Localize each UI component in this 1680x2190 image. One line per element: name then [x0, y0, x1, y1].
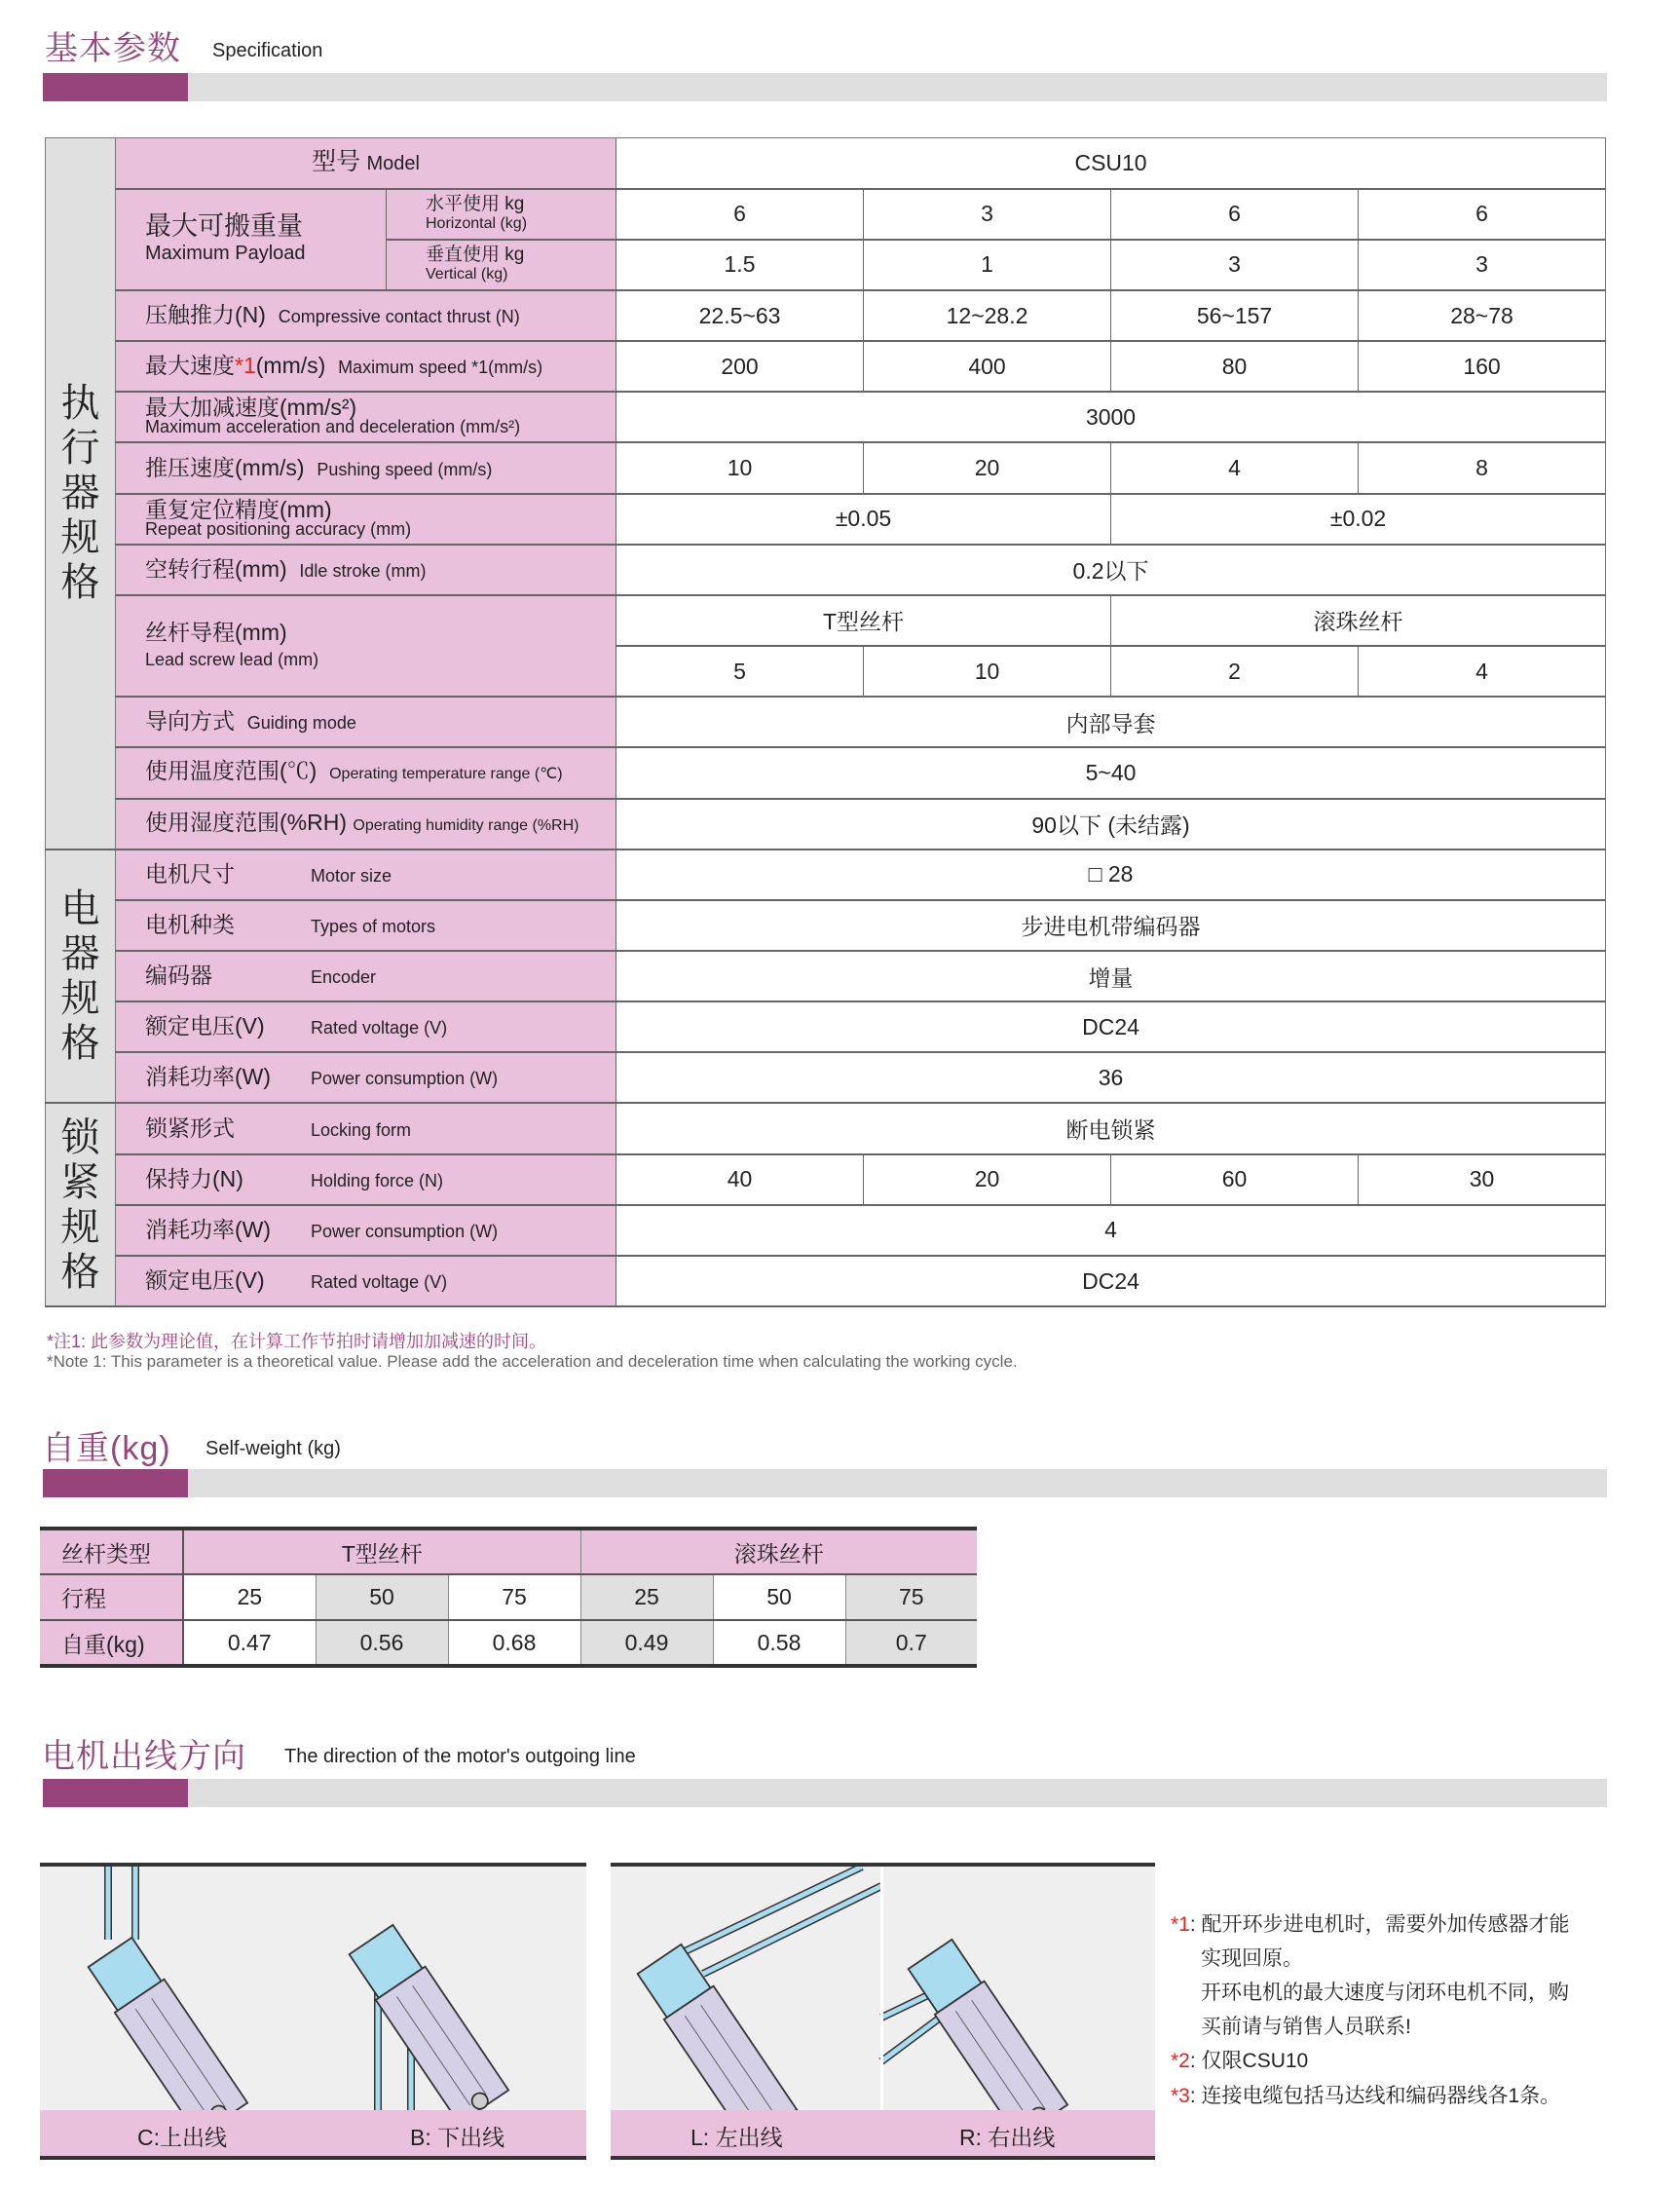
- table-row-lead-type: [46, 595, 1606, 646]
- cell: 8: [1359, 442, 1606, 493]
- cell: 5~40: [616, 747, 1606, 798]
- table-row-lock-voltage: [46, 1256, 1606, 1306]
- section-bar-accent: [43, 1469, 188, 1497]
- motor-type-label: 电机种类 Types of motors: [116, 900, 616, 951]
- cell: □ 28: [616, 850, 1606, 900]
- cell: 1.5: [616, 240, 864, 290]
- idle-label: 空转行程(mm) Idle stroke (mm): [116, 545, 616, 595]
- lead-label: 丝杆导程(mm) Lead screw lead (mm): [116, 595, 616, 697]
- cell: 0.2以下: [616, 545, 1606, 595]
- cell: 6: [1359, 189, 1606, 240]
- accel-label: 最大加减速度(mm/s²) Maximum acceleration and deceleration (mm/s²): [116, 392, 616, 442]
- cell: 4: [1359, 646, 1606, 697]
- cell: 20: [864, 1154, 1111, 1205]
- holding-label: 保持力(N) Holding force (N): [116, 1154, 616, 1205]
- table-row-repeat: [46, 494, 1606, 545]
- table-row-encoder: [46, 951, 1606, 1001]
- direction-label-band: [611, 2110, 1155, 2156]
- cell: 80: [1111, 341, 1359, 392]
- direction-label-right: R: 右出线: [959, 2125, 1056, 2150]
- section-title-weight: 自重(kg): [42, 1430, 171, 1467]
- model-label: 型号 Model: [116, 138, 616, 189]
- encoder-label: 编码器 Encoder: [116, 951, 616, 1001]
- weight-row-weight: [40, 1620, 977, 1666]
- cell: 0.56: [316, 1620, 448, 1666]
- cell: 2: [1111, 646, 1359, 697]
- rated-voltage-label: 额定电压(V) Rated voltage (V): [116, 1001, 616, 1052]
- push-label: 推压速度(mm/s) Pushing speed (mm/s): [116, 442, 616, 493]
- section-subtitle-direction: The direction of the motor's outgoing line: [284, 1746, 636, 1767]
- section-subtitle-weight: Self-weight (kg): [205, 1438, 341, 1459]
- section-bar-accent: [43, 1779, 188, 1807]
- repeat-label: 重复定位精度(mm) Repeat positioning accuracy (mm): [116, 494, 616, 545]
- table-row-humidity: [46, 799, 1606, 850]
- cell: T型丝杆: [616, 595, 1111, 646]
- cell: 25: [183, 1574, 316, 1620]
- weight-row-type: [40, 1529, 977, 1574]
- cell: 28~78: [1359, 290, 1606, 341]
- cell: 400: [864, 341, 1111, 392]
- category-electrical: 电器规格: [46, 850, 116, 1104]
- cell: 12~28.2: [864, 290, 1111, 341]
- cell: DC24: [616, 1256, 1606, 1306]
- section-bar-accent: [43, 73, 188, 101]
- cell: 3: [864, 189, 1111, 240]
- table-row-lock-form: [46, 1103, 1606, 1153]
- direction-label-bottom: B: 下出线: [410, 2125, 505, 2150]
- cell: 5: [616, 646, 864, 697]
- cell: 3: [1359, 240, 1606, 290]
- motor-size-label: 电机尺寸 Motor size: [116, 850, 616, 900]
- cell: 滚珠丝杆: [580, 1529, 977, 1574]
- lock-form-label: 锁紧形式 Locking form: [116, 1103, 616, 1153]
- actuator-illustration: [40, 1867, 586, 2118]
- section-title-spec: 基本参数: [45, 30, 181, 67]
- cell: 36: [616, 1052, 1606, 1103]
- payload-label: 最大可搬重量 Maximum Payload: [116, 189, 387, 290]
- note-en: *Note 1: This parameter is a theoretical value. Please add the acceleration and deceleration time when calculating the working cycle.: [47, 1352, 1018, 1371]
- direction-label-left: L: 左出线: [691, 2125, 783, 2150]
- table-row-motor-type: [46, 900, 1606, 951]
- table-row-holding: [46, 1154, 1606, 1205]
- table-row-model: [46, 138, 1606, 189]
- table-row-push: [46, 442, 1606, 493]
- table-row-temp: [46, 747, 1606, 798]
- payload-horizontal-label: 水平使用 kg Horizontal (kg): [387, 189, 616, 240]
- humidity-label: 使用湿度范围(%RH) Operating humidity range (%RH): [116, 799, 616, 850]
- table-row-idle: [46, 545, 1606, 595]
- cell: 4: [616, 1205, 1606, 1256]
- cell: 200: [616, 341, 864, 392]
- cell: 30: [1359, 1154, 1606, 1205]
- cell: 0.68: [448, 1620, 580, 1666]
- weight-table: [40, 1527, 977, 1668]
- temp-label: 使用温度范围(℃) Operating temperature range (℃): [116, 747, 616, 798]
- cell: 0.49: [580, 1620, 713, 1666]
- section-bar: [188, 1779, 1607, 1807]
- cell: 3: [1111, 240, 1359, 290]
- speed-label: 最大速度*1(mm/s) Maximum speed *1(mm/s): [116, 341, 616, 392]
- cell: 60: [1111, 1154, 1359, 1205]
- power-label: 消耗功率(W) Power consumption (W): [116, 1052, 616, 1103]
- cell: ±0.02: [1111, 494, 1606, 545]
- cell: DC24: [616, 1001, 1606, 1052]
- cell: 75: [448, 1574, 580, 1620]
- cell: 10: [864, 646, 1111, 697]
- direction-panel-vertical: [40, 1863, 586, 2160]
- table-row-power: [46, 1052, 1606, 1103]
- cell: 75: [845, 1574, 977, 1620]
- cell: 1: [864, 240, 1111, 290]
- thrust-label: 压触推力(N) Compressive contact thrust (N): [116, 290, 616, 341]
- stroke-label: 行程: [40, 1574, 183, 1620]
- table-row-accel: [46, 392, 1606, 442]
- cell: 0.58: [713, 1620, 845, 1666]
- cell: 160: [1359, 341, 1606, 392]
- table-row-lock-power: [46, 1205, 1606, 1256]
- table-row-payload-horizontal: [46, 189, 1606, 240]
- direction-panel-horizontal: [611, 1863, 1155, 2160]
- type-label: 丝杆类型: [40, 1529, 183, 1574]
- cell: 0.7: [845, 1620, 977, 1666]
- remark-2: *2: 仅限CSU10: [1171, 2050, 1309, 2072]
- category-actuator: 执行器规格: [46, 138, 116, 850]
- cell: 10: [616, 442, 864, 493]
- payload-vertical-label: 垂直使用 kg Vertical (kg): [387, 240, 616, 290]
- remark-1-line: 实现回原。: [1201, 1947, 1303, 1970]
- cell: 25: [580, 1574, 713, 1620]
- cell: 断电锁紧: [616, 1103, 1606, 1153]
- section-title-direction: 电机出线方向: [42, 1738, 246, 1775]
- cell: T型丝杆: [183, 1529, 580, 1574]
- remark-3: *3: 连接电缆包括马达线和编码器线各1条。: [1171, 2085, 1561, 2107]
- cell: 步进电机带编码器: [616, 900, 1606, 951]
- model-value: CSU10: [616, 138, 1606, 189]
- table-row-motor-size: [46, 850, 1606, 900]
- direction-label-band: [40, 2110, 586, 2156]
- note-zh: *注1: 此参数为理论值，在计算工作节拍时请增加加减速的时间。: [47, 1332, 547, 1351]
- cell: 3000: [616, 392, 1606, 442]
- remark-1-line: 买前请与销售人员联系!: [1201, 2016, 1411, 2038]
- cell: 滚珠丝杆: [1111, 595, 1606, 646]
- cell: 56~157: [1111, 290, 1359, 341]
- cell: 40: [616, 1154, 864, 1205]
- guide-label: 导向方式 Guiding mode: [116, 697, 616, 747]
- section-subtitle-spec: Specification: [212, 40, 323, 61]
- weight-row-stroke: [40, 1574, 977, 1620]
- cell: ±0.05: [616, 494, 1111, 545]
- category-lock: 锁紧规格: [46, 1103, 116, 1306]
- section-bar: [188, 1469, 1607, 1497]
- table-row-thrust: [46, 290, 1606, 341]
- spec-table: [45, 137, 1606, 1307]
- lock-voltage-label: 额定电压(V) Rated voltage (V): [116, 1256, 616, 1306]
- cell: 50: [316, 1574, 448, 1620]
- cell: 6: [1111, 189, 1359, 240]
- section-bar: [188, 73, 1607, 101]
- cell: 50: [713, 1574, 845, 1620]
- weight-label: 自重(kg): [40, 1620, 183, 1666]
- remark-1-line: 开环电机的最大速度与闭环电机不同，购: [1201, 1982, 1569, 2004]
- cell: 90以下 (未结露): [616, 799, 1606, 850]
- actuator-illustration: [611, 1867, 1155, 2118]
- cell: 增量: [616, 951, 1606, 1001]
- cell: 4: [1111, 442, 1359, 493]
- cell: 22.5~63: [616, 290, 864, 341]
- table-row-speed: [46, 341, 1606, 392]
- direction-label-top: C:上出线: [137, 2125, 227, 2150]
- cell: 内部导套: [616, 697, 1606, 747]
- cell: 0.47: [183, 1620, 316, 1666]
- remark-1: *1: 配开环步进电机时，需要外加传感器才能: [1171, 1913, 1570, 1936]
- lock-power-label: 消耗功率(W) Power consumption (W): [116, 1205, 616, 1256]
- cell: 6: [616, 189, 864, 240]
- table-row-rated-voltage: [46, 1001, 1606, 1052]
- cell: 20: [864, 442, 1111, 493]
- table-row-guide: [46, 697, 1606, 747]
